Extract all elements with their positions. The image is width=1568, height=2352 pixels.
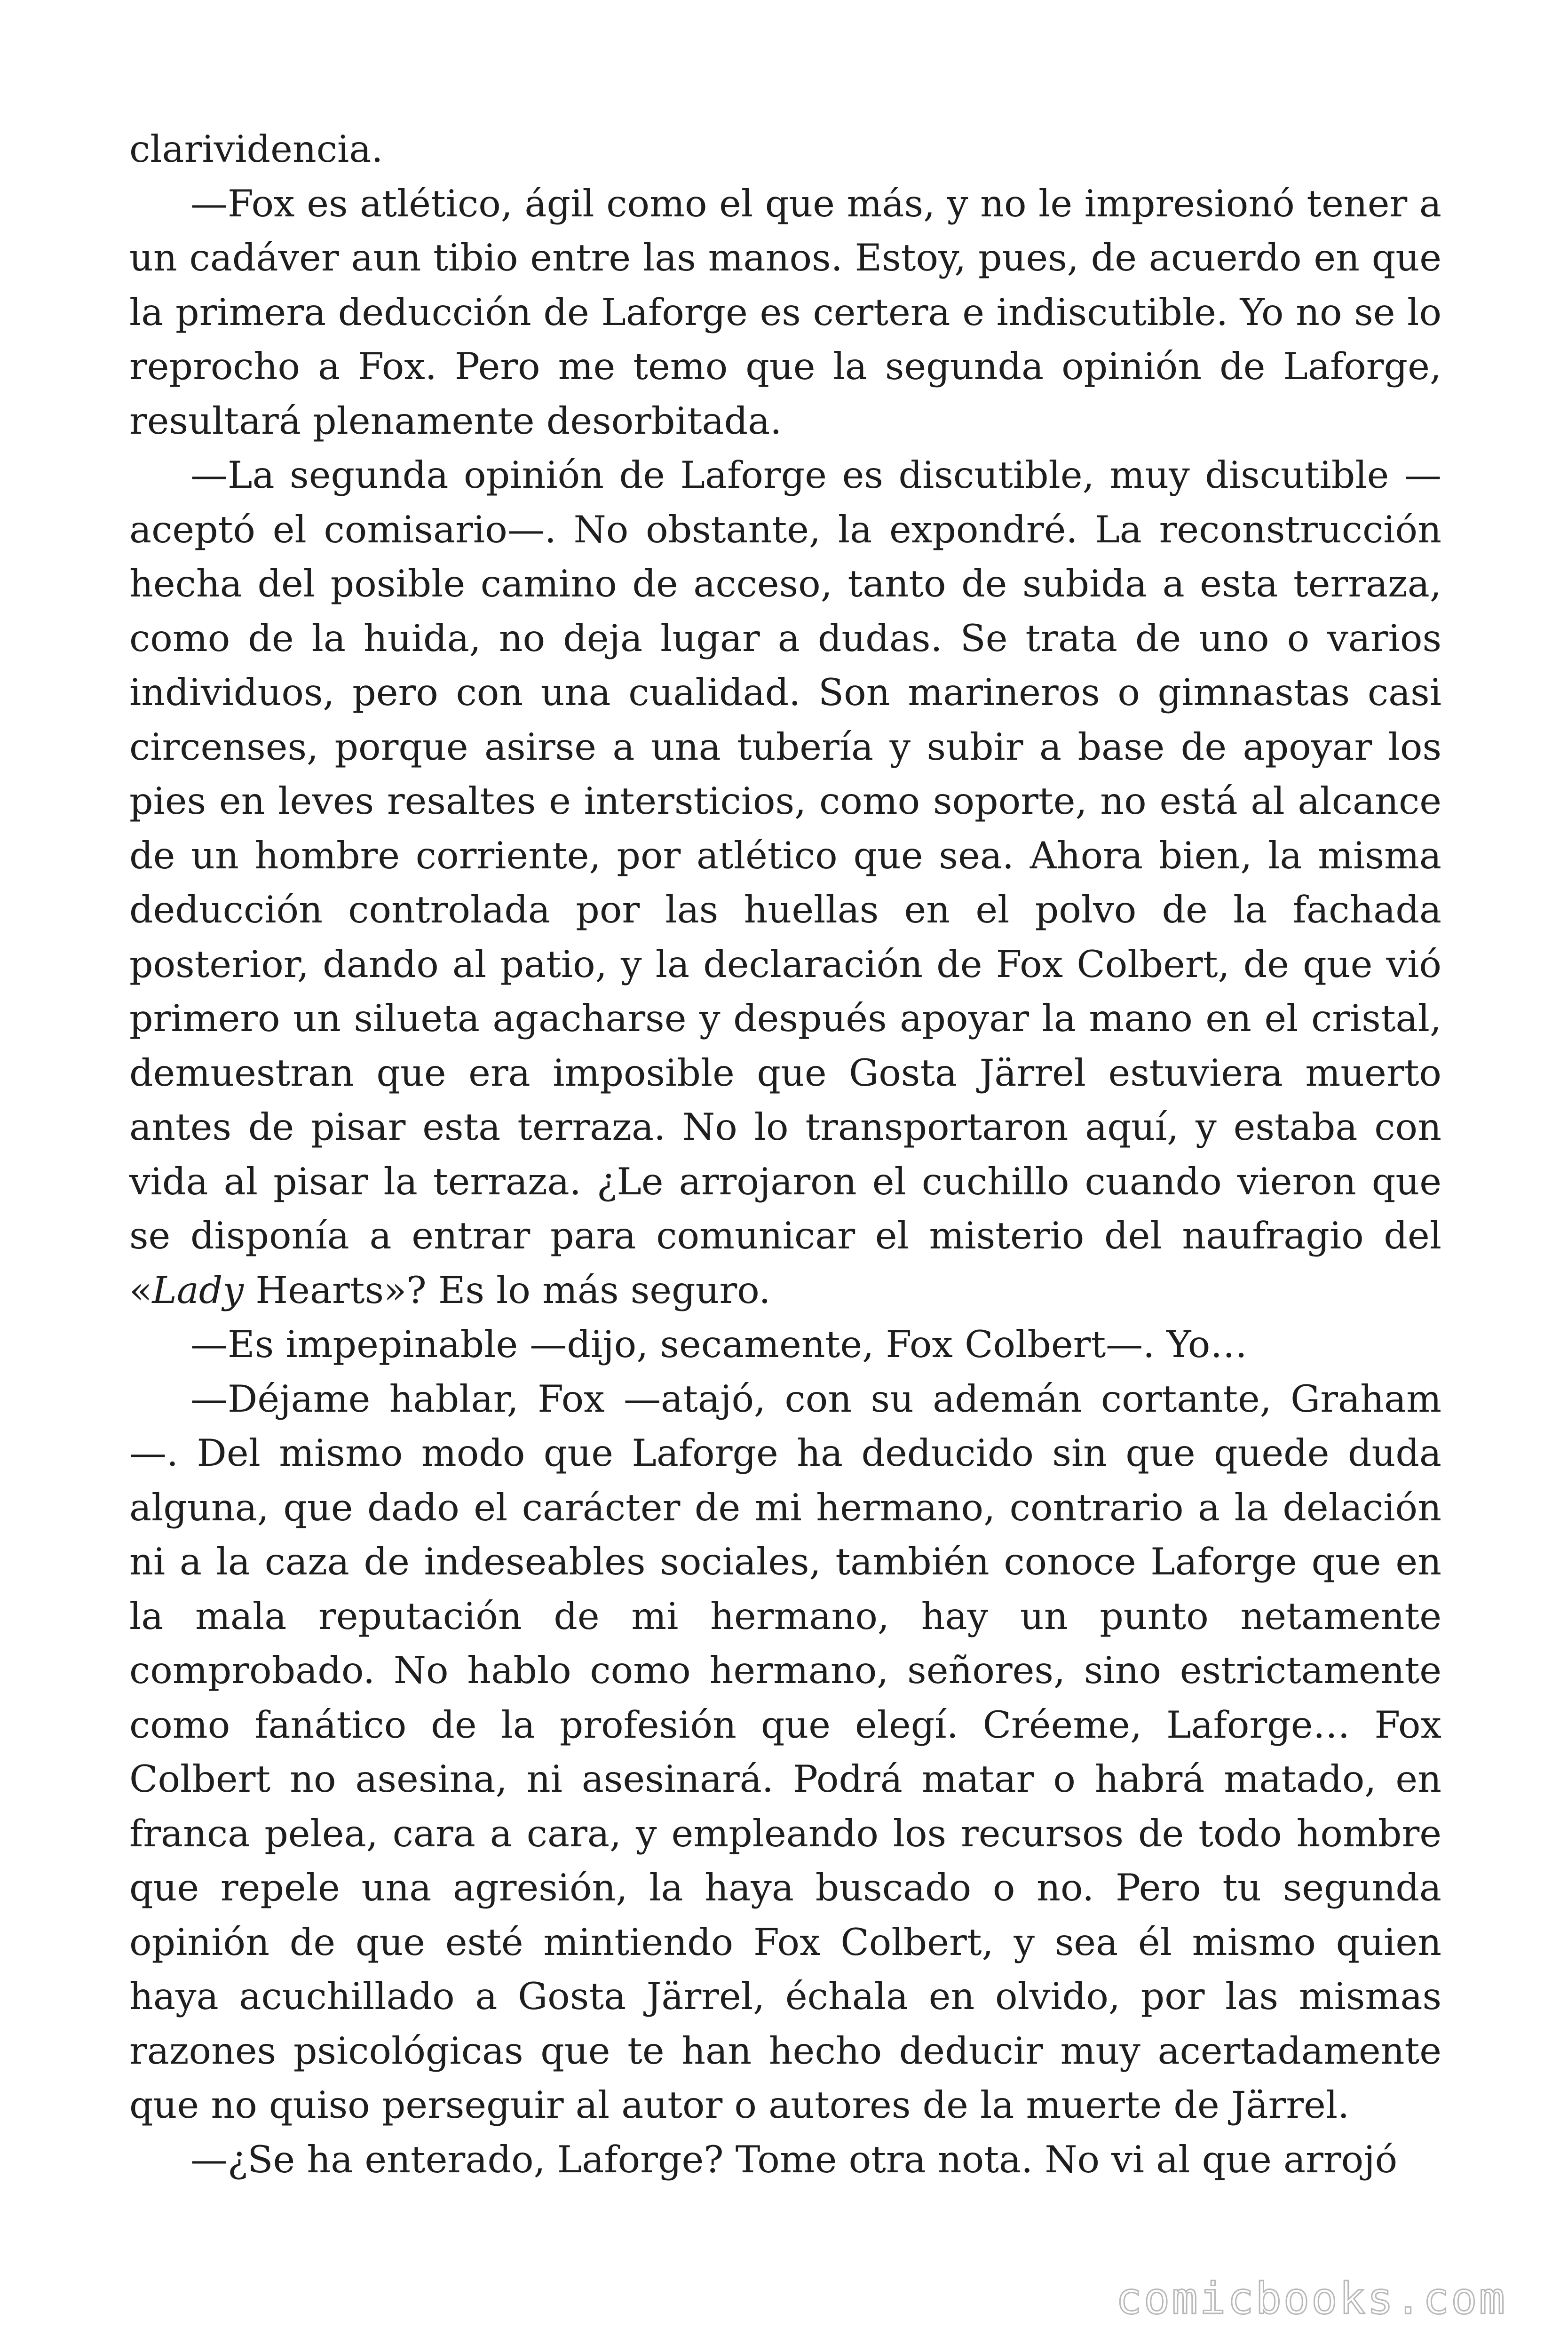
paragraph — [129, 177, 1441, 449]
text-segment: —Déjame hablar, Fox —atajó, con su ademán cortante, Graham —. Del mismo modo que Laforge ha deducido sin que quede duda alguna, que dado el carácter de mi hermano, contrario a la delación ni a la caza de indeseables sociales, también conoce Laforge que en la mala reputación de mi hermano, hay un punto netamente comprobado. No hablo como hermano, señores, sino estrictamente como fanático de la profesión que elegí. Créeme, Laforge… Fox Colbert no asesina, ni asesinará. Podrá matar o habrá matado, en franca pelea, cara a cara, y empleando los recursos de todo hombre que repele una agresión, la haya buscado o no. Pero tu segunda opinión de que esté mintiendo Fox Colbert, y sea él mismo quien haya acuchillado a Gosta Järrel, échala en olvido, por las mismas razones psicológicas que te han hecho deducir muy acertadamente que no quiso perseguir al autor o autores de la muerte de Järrel. — [129, 1377, 1441, 2127]
italic-text: Lady — [152, 1268, 244, 1312]
text-segment: —Fox es atlético, ágil como el que más, y no le impresionó tener a un cadáver aun tibio entre las manos. Estoy, pues, de acuerdo en que la primera deducción de Laforge es certera e indiscutible. Yo no se lo reprocho a Fox. Pero me temo que la segunda opinión de Laforge, resultará plenamente desorbitada. — [129, 182, 1441, 443]
book-page-text — [129, 122, 1441, 2187]
paragraph — [129, 122, 1441, 177]
watermark: comicbooks.com — [1116, 2273, 1507, 2324]
text-segment: clarividencia. — [129, 127, 383, 171]
text-segment: —Es impepinable —dijo, secamente, Fox Colbert—. Yo… — [190, 1323, 1248, 1366]
paragraph — [129, 448, 1441, 1318]
paragraph — [129, 2133, 1441, 2187]
text-segment: —¿Se ha enterado, Laforge? Tome otra nota. No vi al que arrojó — [190, 2137, 1398, 2181]
paragraph — [129, 1318, 1441, 1372]
text-segment: —La segunda opinión de Laforge es discutible, muy discutible —aceptó el comisario—. No obstante, la expondré. La reconstrucción hecha del posible camino de acceso, tanto de subida a esta terraza, como de la huida, no deja lugar a dudas. Se trata de uno o varios individuos, pero con una cualidad. Son marineros o gimnastas casi circenses, porque asirse a una tubería y subir a base de apoyar los pies en leves resaltes e intersticios, como soporte, no está al alcance de un hombre corriente, por atlético que sea. Ahora bien, la misma deducción controlada por las huellas en el polvo de la fachada posterior, dando al patio, y la declaración de Fox Colbert, de que vió primero un silueta agacharse y después apoyar la mano en el cristal, demuestran que era imposible que Gosta Järrel estuviera muerto antes de pisar esta terraza. No lo transportaron aquí, y estaba con vida al pisar la terraza. ¿Le arrojaron el cuchillo cuando vieron que se disponía a entrar para comunicar el misterio del naufragio del « — [129, 453, 1441, 1312]
paragraph — [129, 1372, 1441, 2133]
text-segment: Hearts»? Es lo más seguro. — [244, 1268, 771, 1312]
